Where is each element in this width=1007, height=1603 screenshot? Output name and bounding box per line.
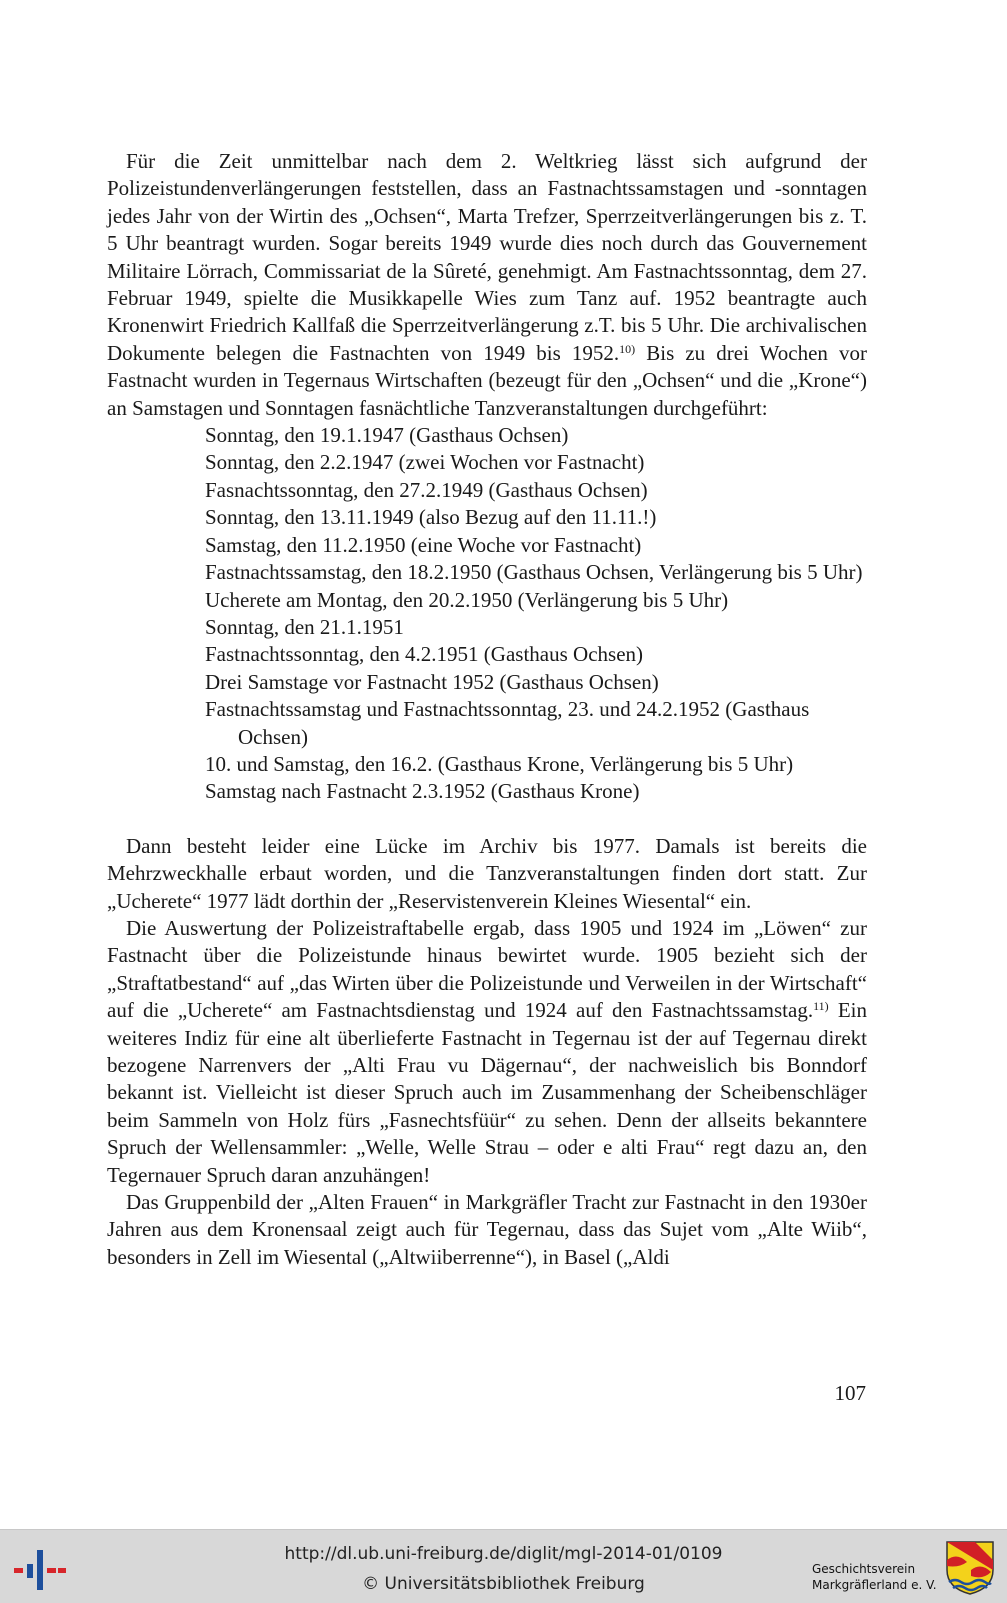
event-item: Fastnachtssamstag und Fastnachtssonntag, 23. und 24.2.1952 (Gasthaus Ochsen) [205, 697, 810, 749]
paragraph-2: Dann besteht leider eine Lücke im Archiv bis 1977. Damals ist bereits die Mehrzweckhalle erbaut worden, und die Tanzveranstaltungen finden dort statt. Zur „Ucherete“ 1977 lädt dorthin der „Reservistenverein Kleines Wiesental“ ein. [107, 833, 867, 913]
section-gap [107, 806, 867, 833]
event-item: Samstag, den 11.2.1950 (eine Woche vor Fastnacht) [205, 532, 642, 557]
event-item: Fasnachtssonntag, den 27.2.1949 (Gasthaus Ochsen) [205, 477, 648, 502]
event-item: Sonntag, den 13.11.1949 (also Bezug auf den 11.11.!) [205, 505, 657, 530]
paragraph-1-continuation: Bis zu drei Wochen vor Fastnacht wurden in Tegernaus Wirtschaften (bezeugt für den „Ochsen“ und die „Krone“) an Samstagen und Sonntagen fasnächtliche Tanzveranstaltungen durchgeführt: [107, 340, 867, 420]
event-item: Sonntag, den 21.1.1951 [205, 614, 404, 639]
event-item: Drei Samstage vor Fastnacht 1952 (Gasthaus Ochsen) [205, 669, 659, 694]
event-item: Ucherete am Montag, den 20.2.1950 (Verlängerung bis 5 Uhr) [205, 587, 729, 612]
paragraph-3-text: Die Auswertung der Polizeistraftabelle ergab, dass 1905 und 1924 im „Löwen“ zur Fastnacht über die Polizeistunde hinaus bewirtet wurde. 1905 bezieht sich der „Straftatbestand“ auf „das Wirten über die Polizeistunde und Verweilen in der Wirtschaft“ auf die „Ucherete“ am Fastnachtsdienstag und 1924 auf den Fastnachtssamstag. [107, 915, 867, 1023]
paragraph-3 [107, 915, 867, 1189]
event-item: Samstag nach Fastnacht 2.3.1952 (Gasthaus Krone) [205, 779, 640, 804]
publisher-name [812, 1561, 940, 1593]
document-url-link[interactable]: http://dl.ub.uni-freiburg.de/diglit/mgl-2014-01/0109 [284, 1544, 723, 1564]
paragraph-1-text: Für die Zeit unmittelbar nach dem 2. Weltkrieg lässt sich aufgrund der Polizeistundenverlängerungen feststellen, dass an Fastnachtssamstagen und -sonntagen jedes Jahr von der Wirtin des „Ochsen“, Marta Trefzer, Sperrzeitverlängerungen bis z. T. 5 Uhr beantragt wurden. Sogar bereits 1949 wurde dies noch durch das Gouvernement Militaire Lörrach, Commissariat de la Sûreté, genehmigt. Am Fastnachtssonntag, dem 27. Februar 1949, spielte die Musikkapelle Wies zum Tanz auf. 1952 beantragte auch Kronenwirt Friedrich Kallfaß die Sperrzeitverlängerung z.T. bis 5 Uhr. Die archivalischen Dokumente belegen die Fastnachten von 1949 bis 1952. [107, 149, 867, 365]
publisher-name-line-2: Markgräflerland e. V. [812, 1578, 937, 1592]
event-item: Sonntag, den 2.2.1947 (zwei Wochen vor Fastnacht) [205, 450, 645, 475]
event-item: 10. und Samstag, den 16.2. (Gasthaus Krone, Verlängerung bis 5 Uhr) [205, 751, 794, 776]
paragraph-1 [107, 148, 867, 422]
paragraph-4: Das Gruppenbild der „Alten Frauen“ in Markgräfler Tracht zur Fastnacht in den 1930er Jahren aus dem Kronensaal zeigt auch für Tegernau, dass das Sujet vom „Alte Wiib“, besonders in Zell im Wiesental („Altwiiberrenne“), in Basel („Aldi [107, 1190, 867, 1269]
coat-of-arms-icon [945, 1540, 995, 1596]
copyright-notice: © Universitätsbibliothek Freiburg [362, 1574, 645, 1594]
page-number: 107 [834, 1381, 866, 1405]
paragraph-3-continuation: Ein weiteres Indiz für eine alt überlieferte Fastnacht in Tegernau ist der auf Tegernau direkt bezogene Narrenvers der „Alti Frau vu Dägernau“, der nachweislich bis Bonndorf bekannt ist. Vielleicht ist dieser Spruch auch im Zusammenhang der Scheibenschläger beim Sammeln von Holz fürs „Fasnechtsfüür“ zu sehen. Denn der allseits bekanntere Spruch der Wellensammler: „Welle, Welle Strau – oder e alti Frau“ regt dazu an, den Tegernauer Spruch daran anzuhängen! [107, 998, 867, 1187]
publisher-name-line-1: Geschichtsverein [812, 1562, 916, 1576]
event-item: Fastnachtssonntag, den 4.2.1951 (Gasthaus Ochsen) [205, 642, 644, 667]
document-body [107, 148, 867, 1271]
event-list [107, 422, 867, 806]
event-item: Sonntag, den 19.1.1947 (Gasthaus Ochsen) [205, 423, 569, 448]
viewer-footer [0, 1529, 1007, 1603]
event-item: Fastnachtssamstag, den 18.2.1950 (Gasthaus Ochsen, Verlängerung bis 5 Uhr) [205, 560, 863, 585]
footnote-marker-10[interactable]: 10) [619, 341, 636, 356]
footnote-marker-11[interactable]: 11) [813, 999, 829, 1014]
